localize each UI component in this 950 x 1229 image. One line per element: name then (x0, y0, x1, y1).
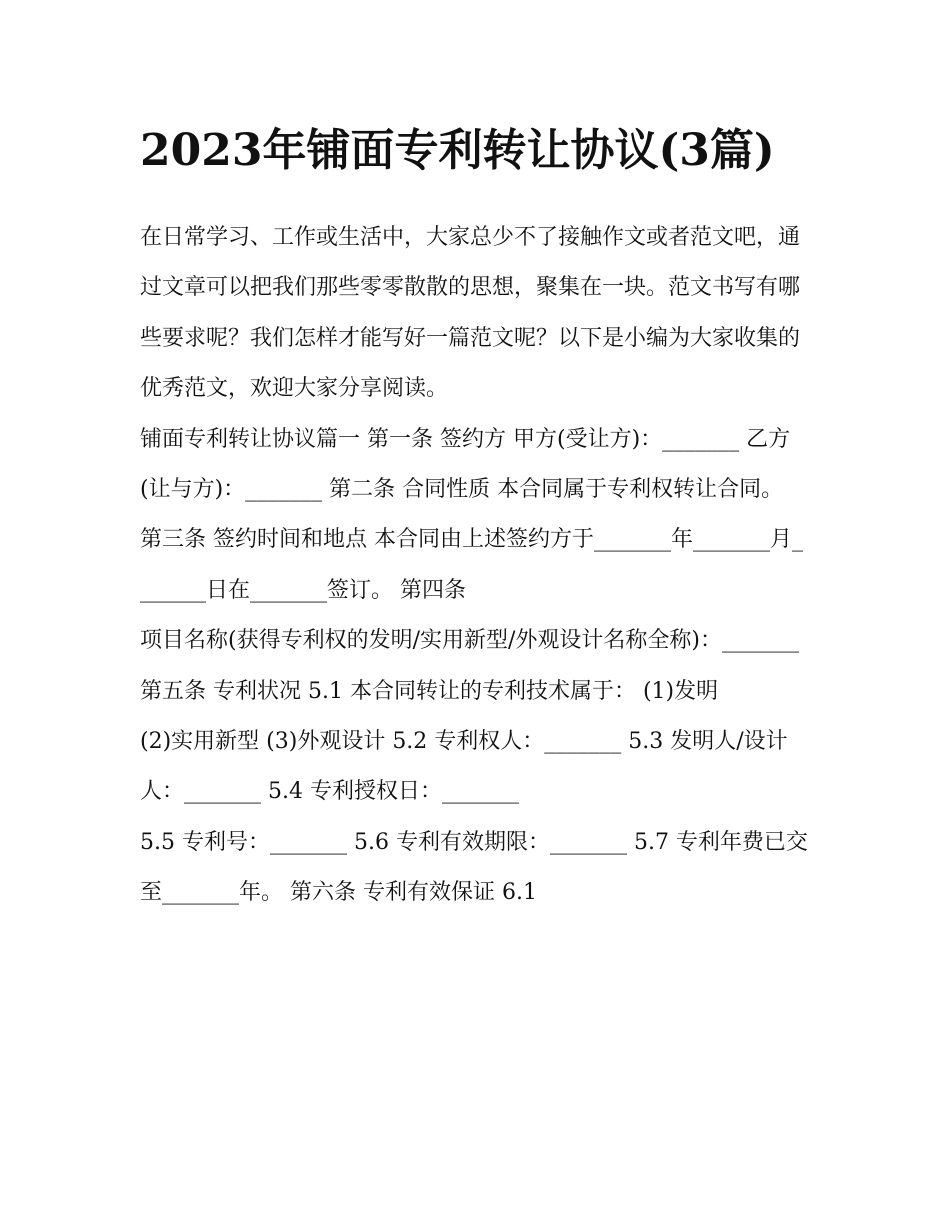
paragraph-patent-details: (2)实用新型 (3)外观设计 5.2 专利权人：_______ 5.3 发明人/设计人：_______ 5.4 专利授权日：_______ (140, 729, 788, 805)
paragraph-patent-number: 5.5 专利号：_______ 5.6 专利有效期限：_______ 5.7 专利年费已交至_______年。 第六条 专利有效保证 6.1 (140, 829, 808, 906)
document-title: 2023年铺面专利转让协议(3篇) (140, 125, 775, 176)
paragraph-article-4-5: 项目名称(获得专利权的发明/实用新型/外观设计名称全称)：_______ 第五条 专利状况 5.1 本合同转让的专利技术属于： (1)发明 (140, 628, 799, 704)
paragraph-intro: 在日常学习、工作或生活中，大家总少不了接触作文或者范文吧，通过文章可以把我们那些零零散散的思想，聚集在一块。范文书写有哪些要求呢？我们怎样才能写好一篇范文呢？以下是小编为大家收集的优秀范文，欢迎大家分享阅读。 (140, 225, 801, 402)
paragraph-article-1-2: 铺面专利转让协议篇一 第一条 签约方 甲方(受让方)：_______ 乙方(让与方)：_______ 第二条 合同性质 本合同属于专利权转让合同。 (140, 426, 791, 503)
paragraph-article-3: 第三条 签约时间和地点 本合同由上述签约方于_______年_______月_______日在_______签订。 第四条 (140, 527, 803, 603)
document-body (140, 213, 812, 919)
document-page (140, 118, 812, 919)
